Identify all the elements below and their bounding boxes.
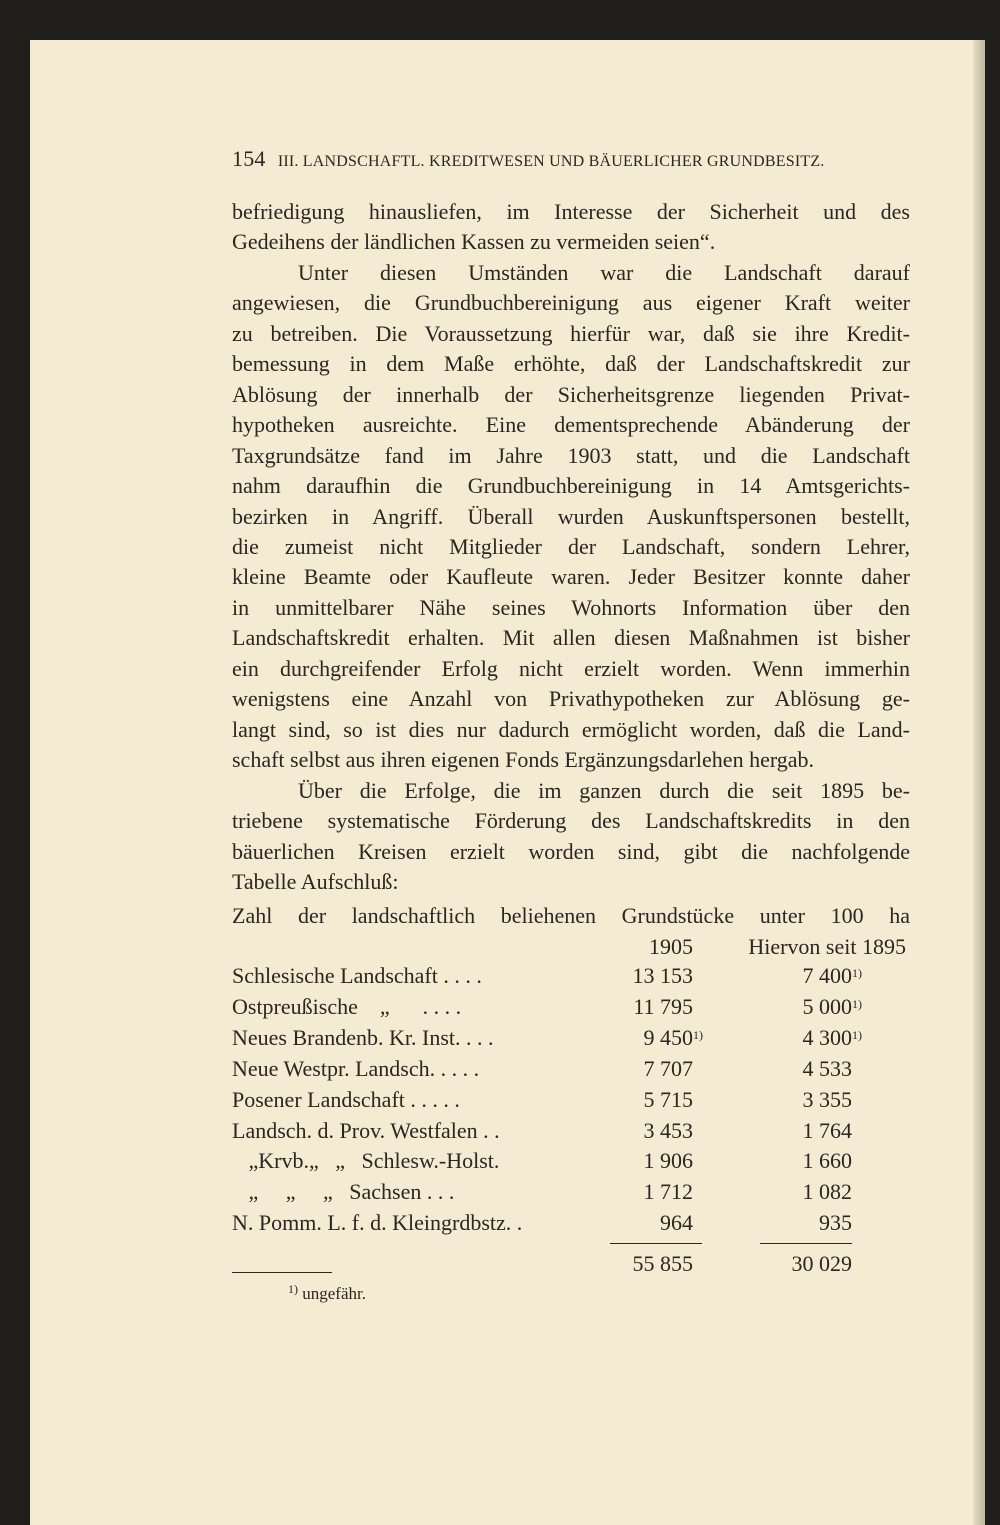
value-since-1895-value: 1 082 (802, 1179, 852, 1205)
row-label-value: N. Pomm. L. f. d. Kleingrdbstz. . (232, 1210, 523, 1236)
value-since-1895 (802, 993, 862, 1020)
value-1905 (644, 1148, 694, 1174)
row-label-value: Posener Landschaft . . . . . (232, 1086, 460, 1112)
table-row (232, 963, 910, 993)
text-line: Über die Erfolge, die im ganzen durch die seit 1895 be- (298, 777, 910, 803)
footnote-ref: 1) (852, 996, 862, 1011)
table-row (232, 1056, 910, 1086)
row-label-value: Neues Brandenb. Kr. Inst. . . . (232, 1024, 494, 1050)
value-1905-value: 3 453 (643, 1117, 693, 1143)
table-header-row (232, 934, 910, 964)
row-label-value: Ostpreußische „ . . . . (232, 993, 462, 1019)
row-label (232, 1087, 460, 1113)
row-label (232, 994, 461, 1020)
value-since-1895-value: 7 400 (802, 963, 852, 988)
text-line: die zumeist nicht Mitglieder der Landschaft, sondern Lehrer, (232, 533, 910, 559)
text-line: hypotheken ausreichte. Eine dementsprechende Abänderung der (232, 412, 910, 438)
row-label (232, 1179, 454, 1205)
value-since-1895 (803, 1179, 853, 1205)
text-line: Tabelle Aufschluß: (232, 868, 399, 894)
row-label (232, 1210, 522, 1236)
running-header (232, 146, 912, 172)
value-1905-value: 964 (660, 1210, 693, 1236)
value-since-1895 (803, 1056, 853, 1082)
text-line: angewiesen, die Grundbuchbereinigung aus eigener Kraft weiter (232, 290, 910, 316)
value-1905-value: 11 795 (633, 993, 693, 1019)
text-line: Ablösung der innerhalb der Sicherheitsgrenze liegenden Privat- (232, 381, 910, 407)
value-since-1895 (803, 1148, 853, 1174)
value-since-1895-value: 3 355 (802, 1086, 852, 1112)
value-1905 (644, 1118, 694, 1144)
table-row (232, 1025, 910, 1055)
footnote (288, 1282, 366, 1304)
text-line: nahm daraufhin die Grundbuchbereinigung in 14 Amtsgerichts- (232, 473, 910, 499)
value-since-1895 (802, 1024, 862, 1051)
text-line: langt sind, so ist dies nur dadurch ermöglicht worden, daß die Land- (232, 716, 910, 742)
row-label-value: „ „ „ Sachsen . . . (232, 1179, 455, 1205)
row-label-value: Neue Westpr. Landsch. . . . . (232, 1055, 480, 1081)
value-1905 (643, 1024, 703, 1051)
value-since-1895-value: 1 764 (802, 1117, 852, 1143)
table-title-row (232, 903, 910, 933)
row-label (232, 1025, 494, 1051)
text-line: schaft selbst aus ihren eigenen Fonds Ergänzungsdarlehen hergab. (232, 747, 815, 773)
running-title: III. LANDSCHAFTL. KREDITWESEN UND BÄUERLICHER GRUNDBESITZ. (277, 153, 825, 170)
value-since-1895-value: 4 300 (802, 1024, 852, 1050)
row-label (232, 1118, 500, 1144)
text-line: triebene systematische Förderung des Landschaftskredits in den (232, 808, 910, 834)
text-line: bäuerlichen Kreisen erzielt worden sind, gibt die nachfolgende (232, 838, 910, 864)
body-text (232, 197, 910, 897)
value-since-1895-value: 935 (819, 1210, 852, 1236)
text-line: wenigstens eine Anzahl von Privathypotheken zur Ablösung ge- (232, 686, 910, 712)
value-1905-value: 5 715 (643, 1086, 693, 1112)
table-row (232, 994, 910, 1024)
footnote-ref: 1) (852, 1027, 862, 1042)
text-line: befriedigung hinausliefen, im Interesse der Sicherheit und des (232, 199, 910, 224)
value-1905 (633, 994, 693, 1020)
table-row (232, 1179, 910, 1209)
value-1905 (660, 1210, 693, 1236)
text-line: Taxgrundsätze fand im Jahre 1903 statt, und die Landschaft (232, 442, 910, 468)
value-1905-value: 7 707 (643, 1055, 693, 1081)
row-label-value: Schlesische Landschaft . . . . (232, 963, 482, 988)
table-row (232, 1148, 910, 1178)
footnote-ref: 1) (693, 1027, 703, 1042)
text-line: Landschaftskredit erhalten. Mit allen diesen Maßnahmen ist bisher (232, 625, 910, 651)
row-label (232, 1056, 479, 1082)
value-1905-value: 1 906 (643, 1148, 693, 1174)
text-line: Unter diesen Umständen war die Landschaft darauf (298, 259, 910, 285)
text-line: in unmittelbarer Nähe seines Wohnorts Information über den (232, 594, 910, 620)
value-1905-value: 1 712 (643, 1179, 693, 1205)
text-line: zu betreiben. Die Voraussetzung hierfür war, daß sie ihre Kredit- (232, 320, 910, 346)
text-line: bemessung in dem Maße erhöhte, daß der Landschaftskredit zur (232, 351, 910, 377)
text-line: bezirken in Angriff. Überall wurden Auskunftspersonen bestellt, (232, 503, 910, 529)
value-1905 (633, 963, 694, 989)
value-since-1895 (803, 1118, 853, 1144)
value-since-1895 (802, 963, 862, 989)
sum-rule-since-1895 (760, 1243, 852, 1244)
text-line: kleine Beamte oder Kaufleute waren. Jeder Besitzer konnte daher (232, 564, 910, 590)
page-edge (973, 40, 985, 1525)
row-label (232, 963, 482, 989)
table-title: Zahl der landschaftlich beliehenen Grundstücke unter 100 ha (232, 903, 910, 928)
value-1905-value: 13 153 (632, 963, 693, 988)
table-row (232, 1118, 910, 1148)
row-label (232, 1148, 499, 1174)
column-header-since-1895: Hiervon seit 1895 (748, 934, 906, 959)
value-1905-value: 9 450 (643, 1024, 693, 1050)
page-number: 154 (232, 146, 266, 171)
value-since-1895 (803, 1087, 853, 1113)
footnote-text: ungefähr. (302, 1284, 366, 1303)
value-since-1895-value: 4 533 (802, 1055, 852, 1081)
table-total-row (232, 1251, 910, 1281)
text-line: ein durchgreifender Erfolg nicht erzielt worden. Wenn immerhin (232, 655, 910, 681)
text-line: Gedeihens der ländlichen Kassen zu vermeiden seien“. (232, 229, 716, 255)
table-row (232, 1087, 910, 1117)
row-label-value: Landsch. d. Prov. Westfalen . . (232, 1117, 500, 1143)
footnote-ref: 1) (852, 966, 862, 980)
column-header-1905: 1905 (649, 934, 693, 959)
value-since-1895-value: 5 000 (802, 993, 852, 1019)
table-row (232, 1210, 910, 1240)
footnote-rule (232, 1272, 332, 1273)
sum-rule-1905 (610, 1243, 702, 1244)
value-since-1895-value: 1 660 (802, 1148, 852, 1174)
value-1905 (644, 1087, 694, 1113)
value-since-1895 (819, 1210, 852, 1236)
value-1905 (644, 1179, 694, 1205)
value-1905 (644, 1056, 694, 1082)
row-label-value: „Krvb.„ „ Schlesw.-Holst. (232, 1148, 500, 1174)
total-since-1895: 30 029 (791, 1251, 852, 1277)
footnote-mark: 1) (288, 1282, 298, 1296)
total-1905: 55 855 (632, 1251, 693, 1277)
